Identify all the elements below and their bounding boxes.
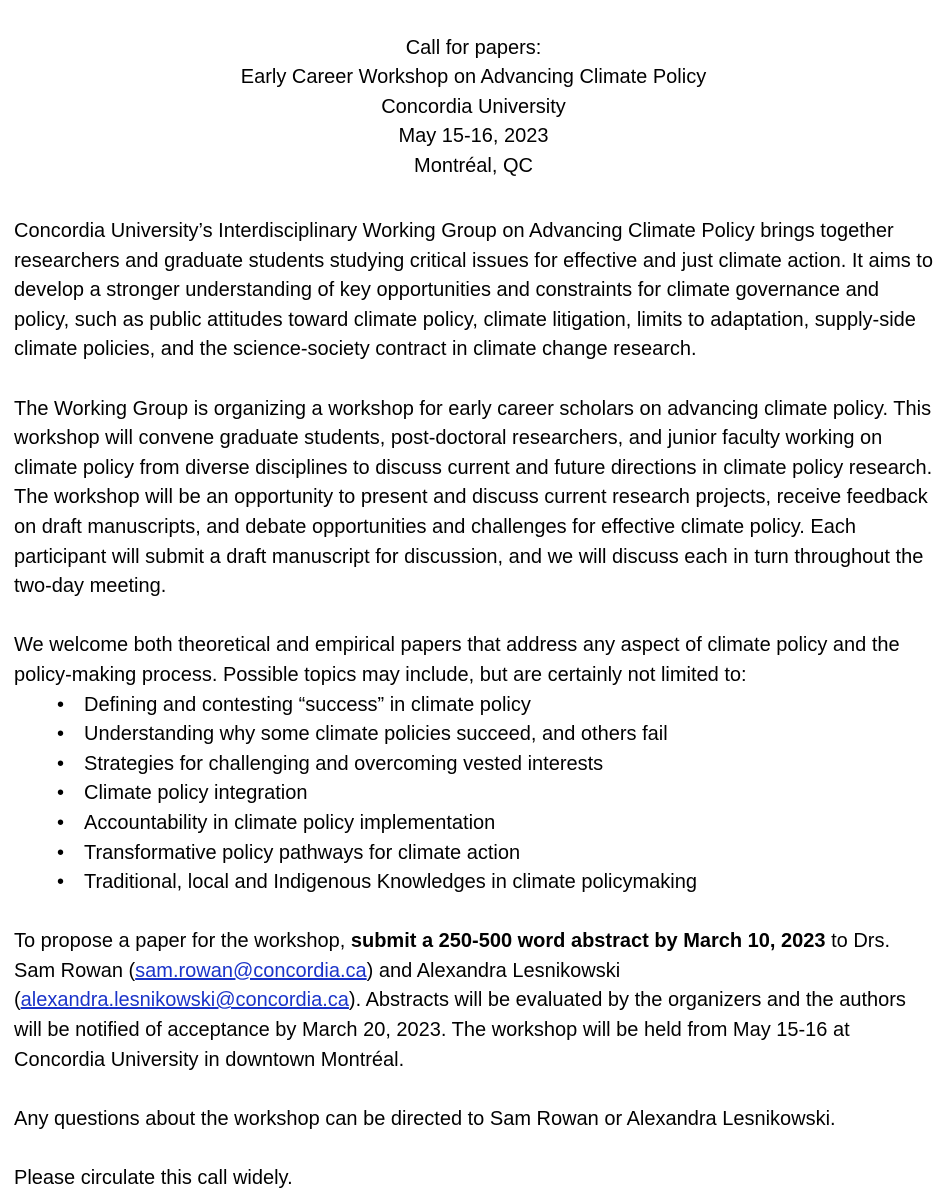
list-item — [14, 691, 933, 721]
bullet-icon: • — [57, 693, 65, 716]
submission-text-2: to Drs. Sam Rowan ( — [14, 930, 890, 982]
topic-text: Transformative policy pathways for climate action — [84, 841, 521, 864]
closing-paragraph: Please circulate this call widely. — [14, 1167, 293, 1190]
workshop-paragraph: The Working Group is organizing a workshop for early career scholars on advancing climate policy. This workshop will convene graduate students, post-doctoral researchers, and junior faculty working on climate policy from diverse disciplines to discuss current and future directions in climate policy research. The workshop will be an opportunity to present and discuss current research projects, receive feedback on draft manuscripts, and debate opportunities and challenges for effective climate policy. Each participant will submit a draft manuscript for discussion, and we will discuss each in turn throughout the two-day meeting. — [14, 397, 933, 598]
email-link-sam-rowan[interactable]: sam.rowan@concordia.ca — [135, 959, 367, 982]
topic-text: Understanding why some climate policies succeed, and others fail — [84, 723, 668, 746]
questions-paragraph: Any questions about the workshop can be directed to Sam Rowan or Alexandra Lesnikowski. — [14, 1107, 836, 1130]
topic-text: Climate policy integration — [84, 782, 308, 805]
list-item — [14, 779, 933, 809]
list-item — [14, 720, 933, 750]
topic-text: Strategies for challenging and overcoming vested interests — [84, 752, 604, 775]
bullet-icon: • — [57, 782, 65, 805]
bullet-icon: • — [57, 841, 65, 864]
topics-list — [14, 691, 933, 898]
list-item — [14, 809, 933, 839]
bullet-icon: • — [57, 752, 65, 775]
submission-text-3: ) and Alexandra Lesnikowski ( — [14, 959, 621, 1012]
submission-text-1: To propose a paper for the workshop, — [14, 930, 351, 953]
header-workshop-title: Early Career Workshop on Advancing Climate Policy — [240, 66, 707, 89]
header-dates: May 15-16, 2023 — [398, 125, 549, 148]
header-university: Concordia University — [381, 95, 566, 118]
bullet-icon: • — [57, 811, 65, 834]
list-item — [14, 868, 933, 898]
header-call-for-papers: Call for papers: — [405, 37, 542, 59]
email-link-alexandra-lesnikowski[interactable]: alexandra.lesnikowski@concordia.ca — [20, 989, 349, 1012]
list-item — [14, 750, 933, 780]
topic-text: Traditional, local and Indigenous Knowledges in climate policymaking — [84, 871, 697, 894]
header-location: Montréal, QC — [414, 154, 533, 177]
bullet-icon: • — [57, 723, 65, 746]
bullet-icon: • — [57, 871, 65, 894]
intro-paragraph: Concordia University’s Interdisciplinary Working Group on Advancing Climate Policy brings together researchers and graduate students studying critical issues for effective and just climate action. It aims to develop a stronger understanding of key opportunities and constraints for climate governance and policy, such as public attitudes toward climate policy, climate litigation, limits to adaptation, supply-side climate policies, and the science-society contract in climate change research. — [14, 220, 933, 361]
topics-intro-paragraph: We welcome both theoretical and empirical papers that address any aspect of climate policy and the policy-making process. Possible topics may include, but are certainly not limited to: — [14, 634, 900, 686]
submission-paragraph — [14, 927, 933, 1075]
topic-text: Accountability in climate policy implementation — [84, 811, 496, 834]
list-item — [14, 839, 933, 869]
document-header — [14, 34, 933, 181]
topic-text: Defining and contesting “success” in climate policy — [84, 693, 531, 716]
submission-deadline: submit a 250-500 word abstract by March 10, 2023 — [350, 930, 826, 953]
submission-text-4: ). Abstracts will be evaluated by the organizers and the authors will be notified of acceptance by March 20, 2023. The workshop will be held from May 15-16 at Concordia University in downtown Montréal. — [14, 989, 906, 1071]
